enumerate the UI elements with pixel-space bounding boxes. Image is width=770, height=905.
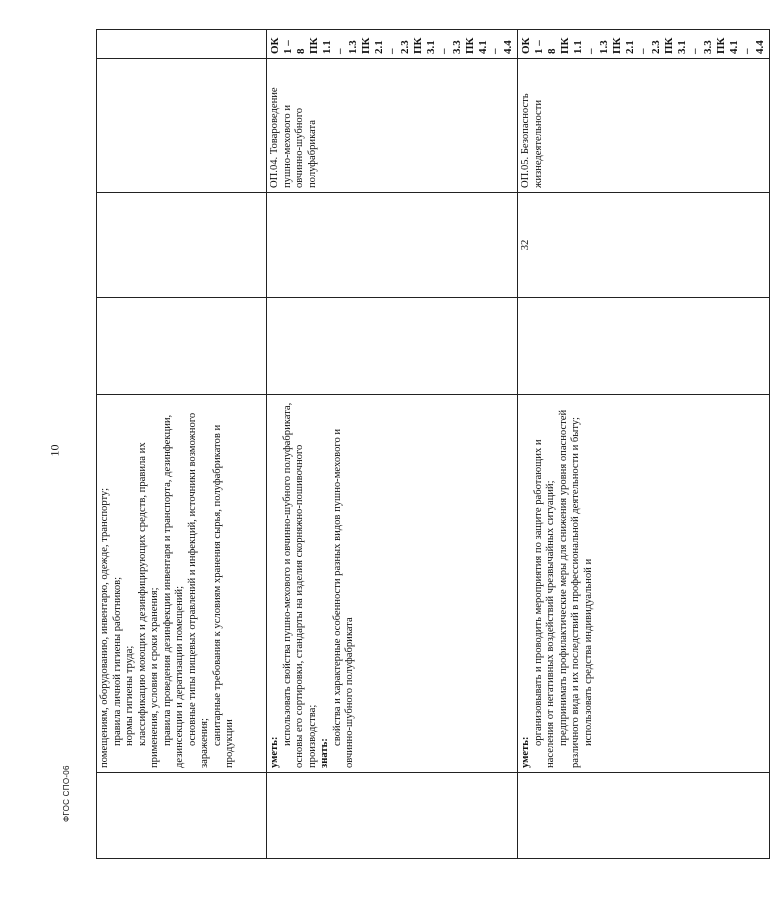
competency-code: ПК 1.1 – 1.3	[307, 37, 359, 54]
competency-code: ПК 4.1 – 4.4	[463, 37, 515, 54]
requirement-line: нормы гигиены труда;	[124, 645, 135, 746]
requirements-cell	[518, 395, 769, 773]
hours-cell	[267, 193, 518, 298]
competency-codes-cell	[267, 30, 518, 59]
discipline-cell: ОП.05. Безопасность жизнедеятельности	[518, 59, 769, 193]
requirement-line: предпринимать профилактические меры для снижения уровня опасностей различного вида и их последствий в профессиональной деятельности и быту;	[557, 409, 582, 768]
competency-code: ОК 1 – 8	[269, 37, 307, 54]
competency-table	[96, 29, 770, 859]
table-row	[267, 30, 518, 859]
document-table-container	[96, 30, 766, 859]
index-cell	[97, 773, 267, 859]
index-cell	[518, 773, 769, 859]
requirement-line: уметь:	[520, 736, 532, 768]
requirement-line: правила личной гигиены работников;	[111, 576, 123, 746]
competency-code: ПК 4.1 – 4.4	[714, 37, 766, 54]
discipline-cell: ОП.04. Товароведение пушно-мехового и овчинно-шубного полуфабриката	[267, 59, 518, 193]
index-cell	[267, 773, 518, 859]
requirement-line: санитарные требования к условиям хранения сырья, полуфабрикатов и продукции	[211, 424, 235, 768]
requirement-line: организовывать и проводить мероприятия по защите работающих и населения от негативных воздействий чрезвычайных ситуаций;	[532, 439, 557, 768]
requirements-cell	[97, 395, 267, 773]
table-row	[97, 30, 267, 859]
max-hours-cell	[267, 298, 518, 395]
discipline-cell	[97, 59, 267, 193]
competency-codes-cell	[97, 30, 267, 59]
requirement-line: использовать свойства пушно-мехового и овчинно-шубного полуфабриката, основы его сортировки, стандарты на изделия скорняжно-пошивочного производства;	[281, 402, 318, 768]
requirement-line: основные типы пищевых отравлений и инфекций, источники возможного заражения;	[186, 412, 210, 768]
max-hours-cell	[518, 298, 769, 395]
requirement-line: правила проведения дезинфекции инвентаря и транспорта, дезинфекции, дезинсекции и дератизации помещений;	[161, 414, 185, 768]
requirement-line: помещениям, оборудованию, инвентарю, одежде, транспорту;	[99, 487, 110, 768]
competency-code: ПК 2.1 – 2.3	[359, 37, 411, 54]
competency-codes-cell	[518, 30, 769, 59]
competency-code: ОК 1 – 8	[520, 37, 559, 54]
competency-code: ПК 2.1 – 2.3	[611, 37, 663, 54]
hours-cell	[97, 193, 267, 298]
requirement-line: классификацию моющих и дезинфицирующих средств, правила их применения, условия и сроки хранения;	[136, 442, 160, 768]
hours-cell: 32	[518, 193, 769, 298]
max-hours-cell	[97, 298, 267, 395]
table-row	[518, 30, 769, 859]
page-number: 10	[47, 444, 62, 457]
competency-code: ПК 3.1 – 3.3	[411, 37, 463, 54]
requirements-cell	[267, 395, 518, 773]
rotated-table-layer	[96, 30, 766, 859]
requirement-line: использовать средства индивидуальной и	[582, 558, 594, 746]
competency-code: ПК 3.1 – 3.3	[663, 37, 714, 54]
footer-label: ФГОС СПО-06	[62, 765, 71, 822]
competency-code: ПК 1.1 – 1.3	[559, 37, 611, 54]
requirement-line: знать:	[319, 738, 330, 768]
requirement-line: уметь:	[269, 736, 280, 768]
requirement-line: свойства и характерные особенности разных видов пушно-мехового и овчинно-шубного полуфабриката	[331, 428, 355, 768]
